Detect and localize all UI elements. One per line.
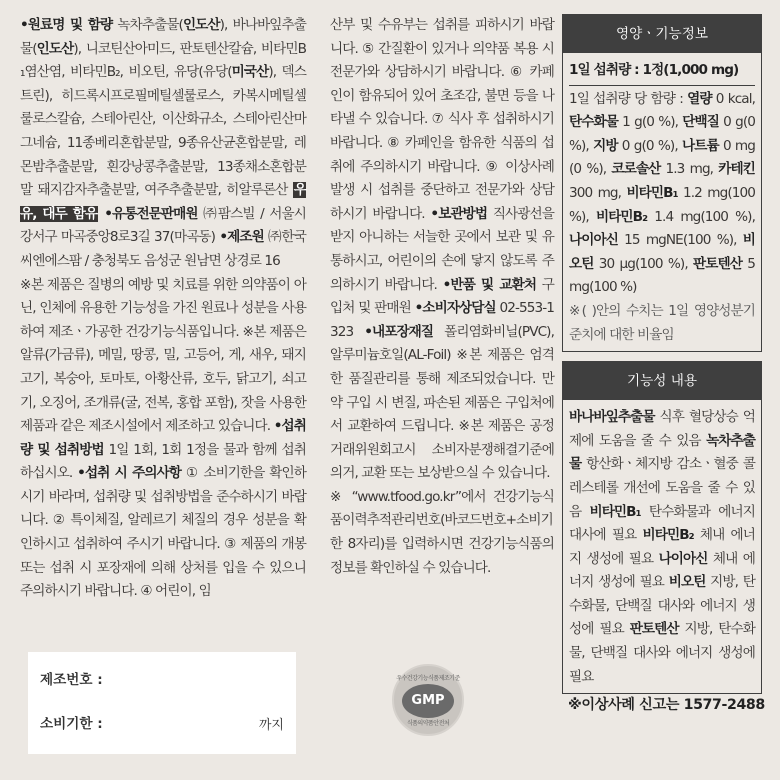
- caution-value: ① 소비기한을 확인하시기 바라며, 섭취량 및 섭취방법을 준수하시기 바랍니다. ② 특이체질, 알레르기 체질의 경우 성분을 확인하시고 섭취하여 주시기 바랍니다. ③ 제품의 개봉 또는 섭취 시 포장재에 의해 상처를 입을 수 있으니 주의하시기 바랍니다. ④ 어린이, 임: [20, 465, 306, 600]
- nutrition-panel: [562, 14, 762, 352]
- ingredients-paragraph: [20, 14, 306, 274]
- function-ingredient: 비타민B₂: [642, 527, 694, 544]
- nutrient-name: 단백질: [682, 114, 719, 131]
- intake-label: •섭취량 및 섭취방법: [20, 418, 306, 458]
- nutrient-amount: 15 mgNE(100 %),: [617, 232, 743, 249]
- origin-india: 인도산: [36, 40, 74, 57]
- expiry-suffix: 까지: [258, 718, 284, 733]
- function-ingredient: 비타민B₁: [589, 503, 641, 520]
- nutrient-name: 지방: [593, 137, 618, 154]
- allergen-badge: 우유, 대두 함유: [20, 182, 306, 222]
- consult-label: •소비자상담실: [414, 300, 496, 317]
- seller-value: ㈜팜스빌 / 서울시 강서구 마곡중앙8로3길 37(마곡동): [20, 205, 306, 246]
- storage-label: •보관방법: [430, 205, 488, 222]
- function-ingredient: 비오틴: [668, 574, 706, 591]
- consult-value: 02-553-1323: [330, 300, 554, 340]
- label-text-column-2: [330, 14, 554, 580]
- label-text-column-3: [562, 14, 762, 703]
- nutrient-amount: 1.2 mg(100 %),: [569, 184, 755, 225]
- nutrient-amount: 300 mg,: [569, 184, 627, 201]
- nutrient-name: 코로솔산: [611, 161, 661, 178]
- function-description: 식후 혈당상승 억제에 도움을 줄 수 있음: [569, 409, 755, 449]
- nutrient-name: 카테킨: [718, 161, 755, 178]
- tfood-notice: ※ “www.tfood.go.kr”에서 건강기능식품이력추적관리번호(바코드번호+소비기한 8자리)를 입력하시면 건강기능식품의 정보를 확인하실 수 있습니다.: [330, 488, 554, 576]
- nutrition-items: [569, 91, 755, 296]
- function-ingredient: 나이아신: [658, 550, 708, 567]
- gmp-seal-icon: [392, 664, 464, 736]
- nutrient-amount: 1.3 mg,: [660, 161, 719, 178]
- nutrition-panel-body: [563, 53, 761, 351]
- nutrition-facts: [569, 88, 755, 300]
- packaging-label: •내포장재질: [364, 323, 434, 340]
- nutrient-amount: 0 g(0 %),: [617, 137, 682, 154]
- packaging-value: 폴리염화비닐(PVC), 알루미늄호일(AL-Foil) ※본 제품은 엄격한 품질관리를 통해 제조되었습니다. 만약 구입 시 변질, 파손된 제품은 구입처에서 교환하여 드립니다. ※본 제품은 공정거래위원회고시 소비자분쟁해결기준에 의거, 교환 또는 보상받으실 수 있습니다.: [330, 323, 555, 482]
- function-panel-body: [563, 400, 761, 693]
- nutrient-name: 나트륨: [682, 137, 719, 154]
- function-ingredient: 판토텐산: [629, 621, 679, 638]
- label-text-column-1: [20, 14, 306, 604]
- ingredients-text: ), 니코틴산아미드, 판토텐산칼슘, 비타민B₁염산염, 비타민B₂, 비오틴, 유당(유당(: [20, 40, 306, 81]
- nutrient-name: 나이아신: [569, 232, 618, 249]
- maker-label: •제조원: [219, 229, 264, 246]
- ingredients-text: 녹차추출물(: [112, 17, 183, 33]
- seller-label: •유통전문판매원: [98, 205, 198, 222]
- gmp-seal-top-text: 우수건강기능식품제조기준: [396, 675, 460, 682]
- nutrient-amount: 0 kcal,: [711, 90, 755, 107]
- return-value: 구입처 및 판매원: [330, 276, 555, 317]
- ingredients-text: ), 바나바잎추출물(: [20, 17, 306, 57]
- nutrition-panel-header: 영양ㆍ기능정보: [563, 15, 761, 53]
- nutrient-amount: 1.4 mg(100 %),: [647, 208, 756, 225]
- gmp-seal-bottom-text: 식품의약품안전처: [406, 720, 450, 727]
- storage-value: 직사광선을 받지 아니하는 서늘한 곳에서 보관 및 유통하시고, 어린이의 손에 닿지 않도록 주의하시기 바랍니다.: [330, 205, 554, 293]
- bullet: •: [20, 17, 28, 33]
- function-description: 지방, 탄수화물, 단백질 대사와 에너지 생성에 필요: [569, 621, 755, 685]
- nutrient-amount: 30 μg(100 %),: [593, 255, 694, 272]
- maker-number-label: 제조번호 :: [40, 672, 103, 688]
- function-description: 지방, 탄수화물, 단백질 대사와 에너지 생성에 필요: [569, 574, 755, 638]
- caution-continued-paragraph: [330, 14, 554, 486]
- nutrient-name: 비타민B₁: [626, 184, 678, 201]
- function-description: 항산화ㆍ체지방 감소ㆍ혈중 콜레스테롤 개선에 도움을 줄 수 있음: [569, 456, 755, 520]
- gmp-seal-center: GMP: [402, 684, 454, 718]
- ingredients-label: 원료명 및 함량: [27, 17, 113, 33]
- caution-continued: 산부 및 수유부는 섭취를 피하시기 바랍니다. ⑤ 간질환이 있거나 의약품 복용 시 전문가와 상담하시기 바랍니다. ⑥ 카페인이 함유되어 있어 초조감, 불면 등을 나타낼 수 있습니다. ⑦ 식사 후 섭취하시기 바랍니다. ⑧ 카페인을 함유한 식품의 섭취에 주의하시기 바랍니다. ⑨ 이상사례 발생 시 섭취를 중단하고 전문가와 상담하시기 바랍니다.: [330, 17, 554, 222]
- nutrient-amount: 5 mg(100 %): [569, 255, 756, 296]
- function-ingredient: 바나바잎추출물: [569, 409, 655, 426]
- origin-usa: 미국산: [231, 64, 269, 81]
- return-label: •반품 및 교환처: [442, 276, 537, 293]
- intake-value: 1일 1회, 1회 1정을 물과 함께 섭취하십시오.: [20, 441, 306, 482]
- function-description: 탄수화물과 에너지 대사에 필요: [569, 503, 755, 544]
- nutrient-name: 판토텐산: [693, 255, 742, 272]
- tfood-paragraph: [330, 486, 554, 580]
- nutrient-name: 열량: [687, 90, 712, 107]
- nutrient-name: 비오틴: [569, 232, 755, 272]
- notice-paragraph: [20, 274, 306, 604]
- expiry-label: 소비기한 :: [40, 716, 103, 732]
- serving-size: 1일 섭취량 : 1정(1,000 mg): [569, 59, 755, 86]
- ingredients-text: ), 덱스트린), 히드록시프로필메틸셀룰로스, 카복시메틸셀룰로스칼슘, 스테아린산, 이산화규소, 스테아린산마그네슘, 11종베리혼합분말, 9종유산균혼합분말, 레몬밤추출분말, 흰강낭콩추출분말, 13종채소혼합분말 돼지감자추출분말, 여주추출분말, 히알루론산: [20, 64, 306, 199]
- function-description: 체내 에너지 생성에 필요: [569, 550, 755, 591]
- function-description: 체내 에너지 생성에 필요: [569, 527, 755, 567]
- nutrient-amount: 0 g(0 %),: [569, 114, 755, 154]
- adverse-event-report: ※이상사례 신고는 1577-2488: [568, 697, 765, 713]
- caution-label: •섭취 시 주의사항: [77, 465, 182, 482]
- origin-india: 인도산: [182, 17, 220, 33]
- nutrient-name: 비타민B₂: [595, 208, 648, 225]
- function-ingredient: 녹차추출물: [569, 432, 755, 473]
- lot-expiry-box: [28, 652, 296, 754]
- function-panel: [562, 361, 762, 694]
- nutrient-amount: 0 mg(0 %),: [569, 137, 756, 178]
- per-serving-label: 1일 섭취량 당 함량 :: [569, 90, 688, 107]
- maker-value: ㈜한국씨엔에스팜 / 충청북도 음성군 원남면 상경로 16: [20, 229, 307, 269]
- nutrient-amount: 1 g(0 %),: [617, 114, 683, 131]
- nutrient-name: 탄수화물: [569, 114, 618, 131]
- notice-text: ※본 제품은 질병의 예방 및 치료를 위한 의약품이 아닌, 인체에 유용한 기능성을 가진 원료나 성분을 사용하여 제조ㆍ가공한 건강기능식품입니다. ※본 제품은 알류(가금류), 메밀, 땅콩, 밀, 고등어, 게, 새우, 돼지고기, 복숭아, 토마토, 아황산류, 호두, 닭고기, 쇠고기, 오징어, 조개류(굴, 전복, 홍합 포함), 잣을 사용한 제품과 같은 제조시설에서 제조하고 있습니다.: [20, 276, 306, 435]
- nutrition-footnote: ※( )안의 수치는 1일 영양성분기준치에 대한 비율임: [569, 302, 755, 343]
- function-panel-header: 기능성 내용: [563, 362, 761, 400]
